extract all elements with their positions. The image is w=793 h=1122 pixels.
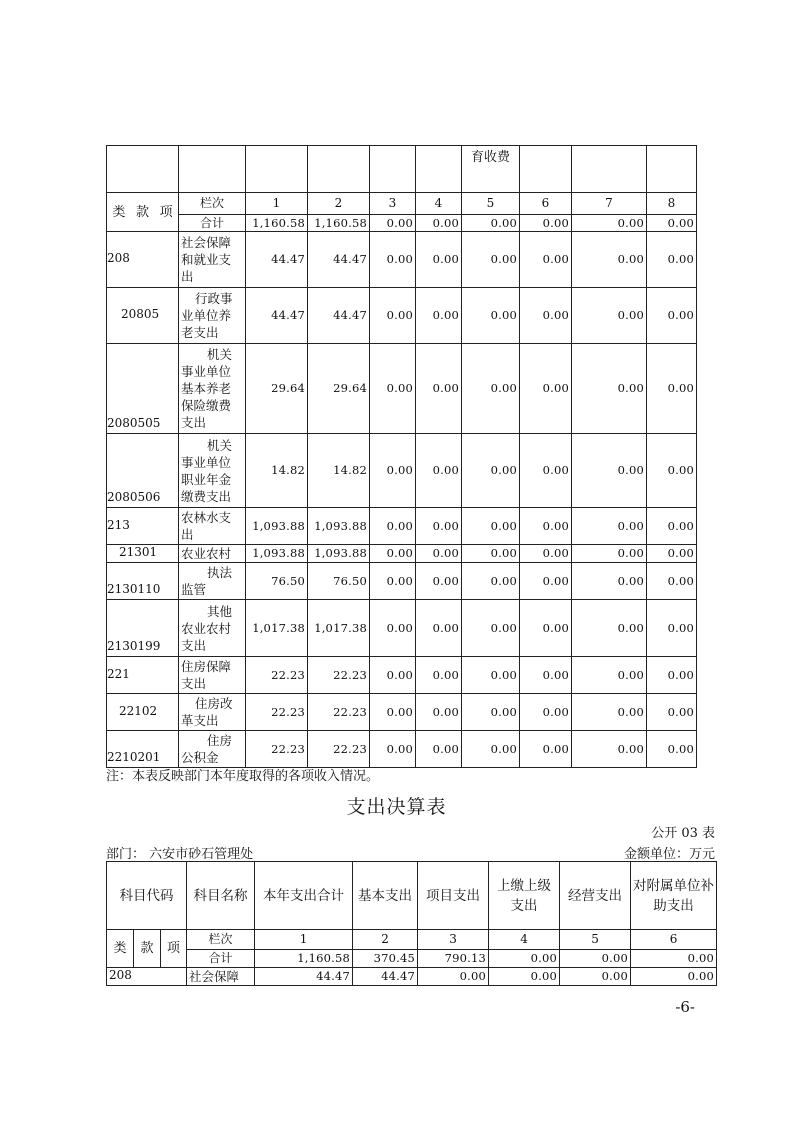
amount-cell: 0.00 xyxy=(416,731,462,768)
total-value: 790.13 xyxy=(418,950,489,968)
header-fee-cell: 育收费 xyxy=(462,146,520,193)
table1-total-row xyxy=(107,215,697,232)
amount-cell: 1,093.88 xyxy=(246,508,308,545)
department-label: 部门： 六安市砂石管理处 xyxy=(106,847,254,862)
amount-cell: 0.00 xyxy=(418,968,489,986)
amount-cell: 0.00 xyxy=(462,657,520,694)
amount-cell: 0.00 xyxy=(462,508,520,545)
lei-label: 类 xyxy=(112,204,126,220)
column-number: 7 xyxy=(572,193,647,215)
column-number: 1 xyxy=(255,930,353,950)
amount-cell: 0.00 xyxy=(647,232,697,288)
subject-code: 21301 xyxy=(107,545,179,563)
amount-cell: 1,017.38 xyxy=(246,600,308,657)
amount-cell: 0.00 xyxy=(370,731,416,768)
amount-cell: 0.00 xyxy=(647,545,697,563)
amount-cell: 22.23 xyxy=(246,694,308,731)
expenditure-table xyxy=(106,861,717,986)
column-number: 3 xyxy=(370,193,416,215)
amount-cell: 0.00 xyxy=(572,657,647,694)
subject-name: 社会保障和就业支出 xyxy=(179,232,246,288)
amount-cell: 0.00 xyxy=(370,545,416,563)
page-number: -6- xyxy=(675,998,695,1016)
amount-cell: 0.00 xyxy=(462,694,520,731)
amount-cell: 0.00 xyxy=(462,288,520,344)
amount-cell: 0.00 xyxy=(572,232,647,288)
subject-name: 机关事业单位职业年金缴费支出 xyxy=(179,434,246,508)
amount-cell: 0.00 xyxy=(416,545,462,563)
total-value: 0.00 xyxy=(647,215,697,232)
amount-cell: 0.00 xyxy=(647,563,697,600)
amount-cell: 44.47 xyxy=(246,288,308,344)
column-header: 经营支出 xyxy=(560,862,631,930)
amount-cell: 0.00 xyxy=(572,288,647,344)
amount-cell: 0.00 xyxy=(416,344,462,434)
table-row xyxy=(107,288,697,344)
amount-cell: 0.00 xyxy=(560,968,631,986)
subject-name: 农业农村 xyxy=(179,545,246,563)
column-number: 6 xyxy=(520,193,572,215)
column-number: 2 xyxy=(308,193,370,215)
amount-unit: 金额单位：万元 xyxy=(623,847,715,862)
column-number: 4 xyxy=(416,193,462,215)
amount-cell: 29.64 xyxy=(246,344,308,434)
amount-cell: 1,093.88 xyxy=(308,545,370,563)
subject-name: 行政事业单位养老支出 xyxy=(179,288,246,344)
amount-cell: 14.82 xyxy=(246,434,308,508)
amount-cell: 0.00 xyxy=(416,288,462,344)
amount-cell: 0.00 xyxy=(520,600,572,657)
amount-cell: 0.00 xyxy=(462,232,520,288)
subject-code: 20805 xyxy=(107,288,179,344)
table-note: 注：本表反映部门本年度取得的各项收入情况。 xyxy=(106,769,380,784)
xiang-label: 项 xyxy=(161,930,187,968)
column-header: 科目代码 xyxy=(107,862,187,930)
amount-cell: 0.00 xyxy=(370,563,416,600)
amount-cell: 0.00 xyxy=(370,434,416,508)
amount-cell: 0.00 xyxy=(647,434,697,508)
column-number: 3 xyxy=(418,930,489,950)
subject-name: 执法监管 xyxy=(179,563,246,600)
subject-code: 221 xyxy=(107,657,179,694)
column-header: 基本支出 xyxy=(353,862,418,930)
amount-cell: 0.00 xyxy=(462,344,520,434)
lanci-label: 栏次 xyxy=(179,193,246,215)
table-row xyxy=(107,508,697,545)
amount-cell: 0.00 xyxy=(416,563,462,600)
subject-name: 住房公积金 xyxy=(179,731,246,768)
header-blank-cell xyxy=(416,146,462,193)
header-blank-cell xyxy=(572,146,647,193)
column-number: 8 xyxy=(647,193,697,215)
total-label: 合计 xyxy=(187,950,255,968)
column-header: 上缴上级支出 xyxy=(489,862,560,930)
amount-cell: 44.47 xyxy=(246,232,308,288)
table-row xyxy=(107,563,697,600)
amount-cell: 0.00 xyxy=(647,508,697,545)
amount-cell: 0.00 xyxy=(520,434,572,508)
amount-cell: 0.00 xyxy=(416,508,462,545)
amount-cell: 22.23 xyxy=(308,731,370,768)
amount-cell: 0.00 xyxy=(462,434,520,508)
amount-cell: 0.00 xyxy=(572,344,647,434)
amount-cell: 0.00 xyxy=(462,545,520,563)
total-value: 0.00 xyxy=(462,215,520,232)
header-blank-cell xyxy=(179,146,246,193)
amount-cell: 0.00 xyxy=(520,545,572,563)
amount-cell: 0.00 xyxy=(647,657,697,694)
amount-cell: 0.00 xyxy=(370,508,416,545)
subject-name: 社会保障 xyxy=(187,968,255,986)
amount-cell: 0.00 xyxy=(572,508,647,545)
income-table xyxy=(106,145,697,768)
column-header: 项目支出 xyxy=(418,862,489,930)
subject-code: 2130199 xyxy=(107,600,179,657)
amount-cell: 0.00 xyxy=(647,344,697,434)
table-row xyxy=(107,600,697,657)
xiang-label: 项 xyxy=(159,204,173,220)
amount-cell: 0.00 xyxy=(647,731,697,768)
amount-cell: 0.00 xyxy=(520,563,572,600)
total-value: 0.00 xyxy=(560,950,631,968)
header-blank-cell xyxy=(308,146,370,193)
amount-cell: 14.82 xyxy=(308,434,370,508)
amount-cell: 22.23 xyxy=(246,657,308,694)
header-blank-cell xyxy=(520,146,572,193)
column-number: 6 xyxy=(631,930,717,950)
table-row xyxy=(107,731,697,768)
table1-colnum-row xyxy=(107,193,697,215)
amount-cell: 0.00 xyxy=(520,508,572,545)
column-number: 4 xyxy=(489,930,560,950)
amount-cell: 0.00 xyxy=(572,731,647,768)
amount-cell: 0.00 xyxy=(520,232,572,288)
subject-name: 其他农业农村支出 xyxy=(179,600,246,657)
amount-cell: 44.47 xyxy=(255,968,353,986)
table-row xyxy=(107,344,697,434)
lanci-label: 栏次 xyxy=(187,930,255,950)
total-label: 合计 xyxy=(179,215,246,232)
subject-name: 住房保障支出 xyxy=(179,657,246,694)
column-header: 本年支出合计 xyxy=(255,862,353,930)
amount-cell: 0.00 xyxy=(489,968,560,986)
kuan-label: 款 xyxy=(135,204,149,220)
column-number: 1 xyxy=(246,193,308,215)
amount-cell: 44.47 xyxy=(308,288,370,344)
amount-cell: 0.00 xyxy=(520,657,572,694)
total-value: 0.00 xyxy=(370,215,416,232)
total-value: 0.00 xyxy=(572,215,647,232)
total-value: 1,160.58 xyxy=(308,215,370,232)
total-value: 0.00 xyxy=(489,950,560,968)
amount-cell: 0.00 xyxy=(572,694,647,731)
table-row xyxy=(107,968,717,986)
table2-colnum-row xyxy=(107,930,717,950)
amount-cell: 0.00 xyxy=(370,694,416,731)
subject-code: 208 xyxy=(107,968,187,986)
section-title: 支出决算表 xyxy=(346,796,447,818)
amount-cell: 0.00 xyxy=(416,232,462,288)
amount-cell: 0.00 xyxy=(572,600,647,657)
amount-cell: 76.50 xyxy=(308,563,370,600)
lei-kuan-xiang-cell xyxy=(107,193,179,232)
header-blank-cell xyxy=(107,146,179,193)
column-number: 5 xyxy=(560,930,631,950)
amount-cell: 0.00 xyxy=(572,563,647,600)
total-value: 0.00 xyxy=(416,215,462,232)
subject-code: 2210201 xyxy=(107,731,179,768)
amount-cell: 0.00 xyxy=(416,434,462,508)
subject-name: 农林水支出 xyxy=(179,508,246,545)
header-blank-cell xyxy=(370,146,416,193)
amount-cell: 0.00 xyxy=(520,694,572,731)
amount-cell: 0.00 xyxy=(520,344,572,434)
amount-cell: 0.00 xyxy=(370,344,416,434)
form-number: 公开 03 表 xyxy=(651,826,715,841)
amount-cell: 0.00 xyxy=(370,600,416,657)
table-row xyxy=(107,232,697,288)
amount-cell: 0.00 xyxy=(647,600,697,657)
total-value: 370.45 xyxy=(353,950,418,968)
amount-cell: 0.00 xyxy=(647,694,697,731)
header-blank-cell xyxy=(647,146,697,193)
subject-name: 机关事业单位基本养老保险缴费支出 xyxy=(179,344,246,434)
amount-cell: 1,093.88 xyxy=(308,508,370,545)
amount-cell: 0.00 xyxy=(370,232,416,288)
subject-code: 2130110 xyxy=(107,563,179,600)
amount-cell: 0.00 xyxy=(462,563,520,600)
subject-code: 213 xyxy=(107,508,179,545)
subject-code: 208 xyxy=(107,232,179,288)
amount-cell: 0.00 xyxy=(370,657,416,694)
amount-cell: 22.23 xyxy=(246,731,308,768)
amount-cell: 0.00 xyxy=(647,288,697,344)
amount-cell: 44.47 xyxy=(308,232,370,288)
subject-code: 2080505 xyxy=(107,344,179,434)
amount-cell: 0.00 xyxy=(572,545,647,563)
amount-cell: 22.23 xyxy=(308,694,370,731)
amount-cell: 22.23 xyxy=(308,657,370,694)
subject-code: 22102 xyxy=(107,694,179,731)
column-number: 2 xyxy=(353,930,418,950)
amount-cell: 0.00 xyxy=(416,657,462,694)
total-value: 0.00 xyxy=(631,950,717,968)
table-row xyxy=(107,657,697,694)
table2-header-row xyxy=(107,862,717,930)
amount-cell: 1,093.88 xyxy=(246,545,308,563)
subject-name: 住房改革支出 xyxy=(179,694,246,731)
table2-total-row xyxy=(107,950,717,968)
amount-cell: 0.00 xyxy=(462,731,520,768)
amount-cell: 0.00 xyxy=(520,288,572,344)
amount-cell: 29.64 xyxy=(308,344,370,434)
table-row xyxy=(107,434,697,508)
total-value: 1,160.58 xyxy=(255,950,353,968)
amount-cell: 0.00 xyxy=(370,288,416,344)
lei-label: 类 xyxy=(107,930,134,968)
amount-cell: 0.00 xyxy=(416,694,462,731)
amount-cell: 76.50 xyxy=(246,563,308,600)
subject-code: 2080506 xyxy=(107,434,179,508)
table-row xyxy=(107,545,697,563)
column-number: 5 xyxy=(462,193,520,215)
column-header: 科目名称 xyxy=(187,862,255,930)
kuan-label: 款 xyxy=(134,930,161,968)
total-value: 0.00 xyxy=(520,215,572,232)
amount-cell: 0.00 xyxy=(520,731,572,768)
amount-cell: 44.47 xyxy=(353,968,418,986)
amount-cell: 0.00 xyxy=(572,434,647,508)
header-blank-cell xyxy=(246,146,308,193)
table1-header-row xyxy=(107,146,697,193)
total-value: 1,160.58 xyxy=(246,215,308,232)
column-header: 对附属单位补助支出 xyxy=(631,862,717,930)
amount-cell: 0.00 xyxy=(416,600,462,657)
amount-cell: 0.00 xyxy=(631,968,717,986)
amount-cell: 0.00 xyxy=(462,600,520,657)
table-row xyxy=(107,694,697,731)
amount-cell: 1,017.38 xyxy=(308,600,370,657)
